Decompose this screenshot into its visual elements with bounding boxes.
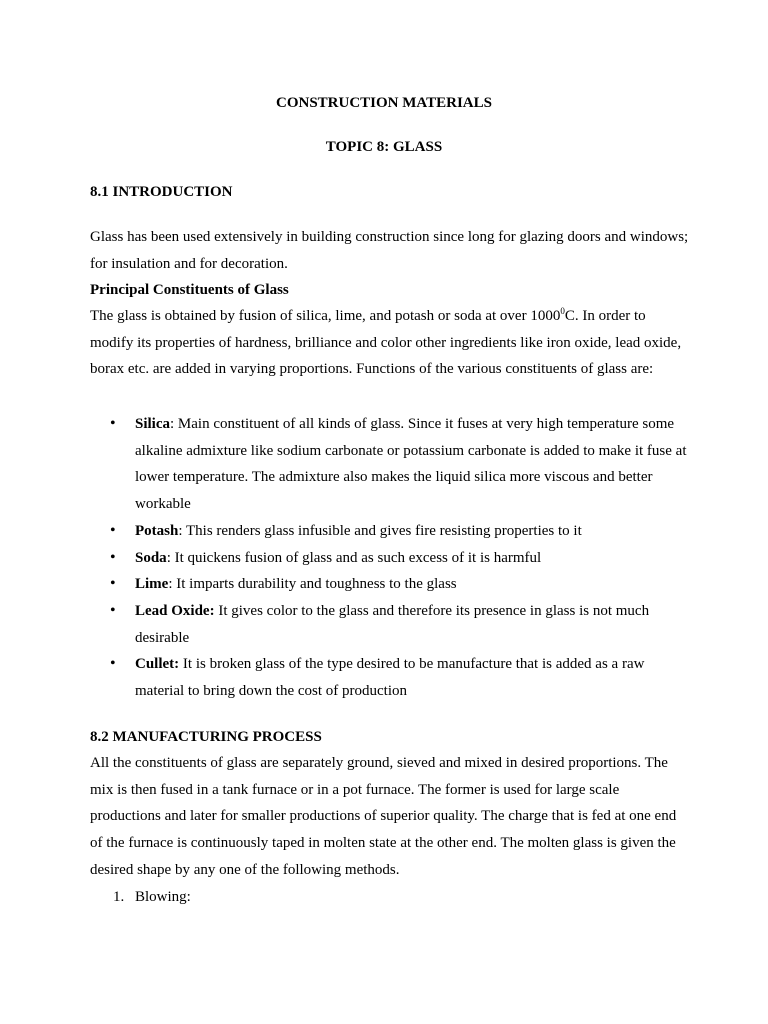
constituents-paragraph-end: C. In order to modify its properties of hardness, brilliance and color other ingredients like iron oxide, lead oxide, borax etc. are added in varying proportions. Functions of the various constituents of glass are: <box>90 308 682 378</box>
constituent-term: Cullet: <box>135 656 180 673</box>
document-title: CONSTRUCTION MATERIALS <box>275 95 492 111</box>
section-heading-introduction: 8.1 INTRODUCTION <box>90 184 233 200</box>
manufacturing-paragraph: All the constituents of glass are separately ground, sieved and mixed in desired proportions. The mix is then fused in a tank furnace or in a pot furnace. The former is used for large scale productions and later for smaller productions of superior quality. The charge that is fed at one end of the furnace is continuously taped in molten state at the other end. The molten glass is given the desired shape by any one of the following methods. <box>90 755 677 878</box>
list-item <box>90 411 690 518</box>
constituents-paragraph <box>90 303 690 383</box>
constituent-term: Lime <box>135 576 169 593</box>
bullet-icon: • <box>110 575 116 593</box>
constituents-list <box>90 411 690 705</box>
list-item <box>90 571 690 598</box>
list-item <box>90 651 690 704</box>
constituent-term: Potash <box>135 522 179 539</box>
list-item <box>90 598 690 651</box>
bullet-icon: • <box>110 655 116 673</box>
list-item <box>90 518 690 545</box>
topic-title: TOPIC 8: GLASS <box>325 139 443 155</box>
methods-list <box>90 884 690 911</box>
constituent-term: Silica <box>135 416 171 432</box>
intro-paragraph: Glass has been used extensively in building construction since long for glazing doors and windows; for insulation and for decoration. <box>90 229 689 272</box>
list-number: 1. <box>113 889 125 905</box>
constituent-description: It gives color to the glass and therefore its presence in glass is not much desirable <box>135 602 650 646</box>
bullet-icon: • <box>110 415 116 432</box>
method-label: Blowing: <box>135 889 191 905</box>
constituent-description: : It imparts durability and toughness to the glass <box>168 576 457 593</box>
list-item <box>90 545 690 572</box>
constituents-paragraph-start: The glass is obtained by fusion of silica, lime, and potash or soda at over 1000 <box>90 308 561 324</box>
constituent-description: It is broken glass of the type desired to be manufacture that is added as a raw material to bring down the cost of production <box>135 656 645 700</box>
bullet-icon: • <box>110 601 116 619</box>
degree-superscript: 0 <box>560 306 565 316</box>
constituent-description: : Main constituent of all kinds of glass. Since it fuses at very high temperature some alkaline admixture like sodium carbonate or potassium carbonate is added to make it fuse at lower temperature. The admixture also makes the liquid silica more viscous and better workable <box>135 416 687 513</box>
subheading-principal-constituents: Principal Constituents of Glass <box>90 282 289 298</box>
constituent-term: Lead Oxide: <box>135 602 215 619</box>
bullet-icon: • <box>110 548 116 566</box>
constituent-description: : This renders glass infusible and gives fire resisting properties to it <box>178 522 582 539</box>
constituent-term: Soda <box>135 549 167 566</box>
constituent-description: : It quickens fusion of glass and as such excess of it is harmful <box>166 549 542 566</box>
bullet-icon: • <box>110 521 116 539</box>
section-heading-manufacturing: 8.2 MANUFACTURING PROCESS <box>90 729 322 745</box>
list-item <box>90 884 690 911</box>
